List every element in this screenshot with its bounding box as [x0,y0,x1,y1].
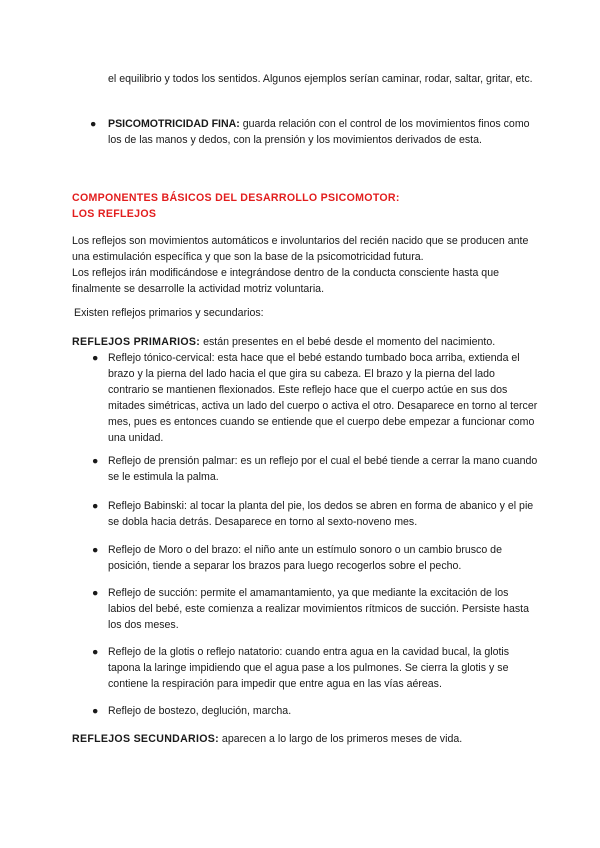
list-item [92,453,538,485]
reflex-text: Reflejo de la glotis o reflejo natatorio: cuando entra agua en la cavidad bucal, la glotis tapona la laringe impidiendo que el agua pase a los pulmones. Se cierra la glotis y se contiene la respiración para impedir que entre agua en las vías aéreas. [108,646,510,690]
heading-line-1: COMPONENTES BÁSICOS DEL DESARROLLO PSICOMOTOR: [72,192,400,204]
bullet-icon: ● [92,455,99,467]
bullet-icon: ● [92,500,99,512]
primary-desc: están presentes en el bebé desde el momento del nacimiento. [200,336,496,348]
list-item [92,350,538,446]
bullet-icon: ● [92,646,99,658]
list-item [92,703,538,719]
secondary-term: REFLEJOS SECUNDARIOS: [72,733,219,745]
reflex-text: Reflejo de Moro o del brazo: el niño ante un estímulo sonoro o un cambio brusco de posición, tiende a separar los brazos para luego recogerlos sobre el pecho. [108,544,502,572]
bullet-icon: ● [92,705,99,717]
intro-text-1: Los reflejos son movimientos automáticos e involuntarios del recién nacido que se producen ante una estimulación específica y que son la base de la psicomotricidad futura. [72,235,529,263]
list-item [92,644,538,692]
reflex-text: Reflejo de prensión palmar: es un reflejo por el cual el bebé tiende a cerrar la mano cuando se le estimula la palma. [108,455,538,483]
fine-motor-desc: guarda relación con el control de los movimientos finos como los de las manos y dedos, con la prensión y los movimientos derivados de esta. [108,118,530,146]
reflex-text: Reflejo Babinski: al tocar la planta del pie, los dedos se abren en forma de abanico y el pie se dobla hacia detrás. Desaparece en torno al sexto-noveno mes. [108,500,534,528]
bullet-icon: ● [90,118,97,130]
fine-motor-text [108,116,538,148]
intro-paragraph [72,233,538,297]
intro-text-2: Los reflejos irán modificándose e integrándose dentro de la conducta consciente hasta que finalmente se desarrolle la actividad motriz voluntaria. [72,267,499,295]
section-heading [72,190,532,222]
list-item [92,498,538,530]
list-item [92,542,538,574]
types-sentence: Existen reflejos primarios y secundarios: [74,307,264,319]
primary-term: REFLEJOS PRIMARIOS: [72,336,201,348]
fine-motor-bullet [90,116,538,148]
bullet-icon: ● [92,544,99,556]
list-item [92,585,538,633]
bullet-icon: ● [92,587,99,599]
reflex-text: Reflejo de succión: permite el amamantamiento, ya que mediante la excitación de los labios del bebé, este comienza a realizar movimientos rítmicos de succión. Persiste hasta los dos meses. [108,587,530,631]
primary-reflexes-heading [72,334,542,350]
heading-line-2: LOS REFLEJOS [72,208,157,220]
reflex-text: Reflejo tónico-cervical: esta hace que el bebé estando tumbado boca arriba, extienda el brazo y la pierna del lado hacia el que gira su cabeza. El brazo y la pierna del lado contrario se mantienen flexionados. Este reflejo hace que el cuerpo actúe en sus dos mitades simétricas, activa un lado del cuerpo o activa el otro. Desaparece en torno al tercer mes, pues es entonces cuando se entiende que el cuerpo debe empezar a funcionar como una unidad. [108,352,538,444]
secondary-desc: aparecen a lo largo de los primeros meses de vida. [218,733,463,745]
bullet-icon: ● [92,352,99,364]
fine-motor-term: PSICOMOTRICIDAD FINA: [108,118,240,130]
continuation-paragraph: el equilibrio y todos los sentidos. Algunos ejemplos serían caminar, rodar, saltar, gritar, etc. [108,73,533,85]
reflex-text: Reflejo de bostezo, deglución, marcha. [108,705,292,717]
secondary-reflexes-paragraph [72,731,542,747]
